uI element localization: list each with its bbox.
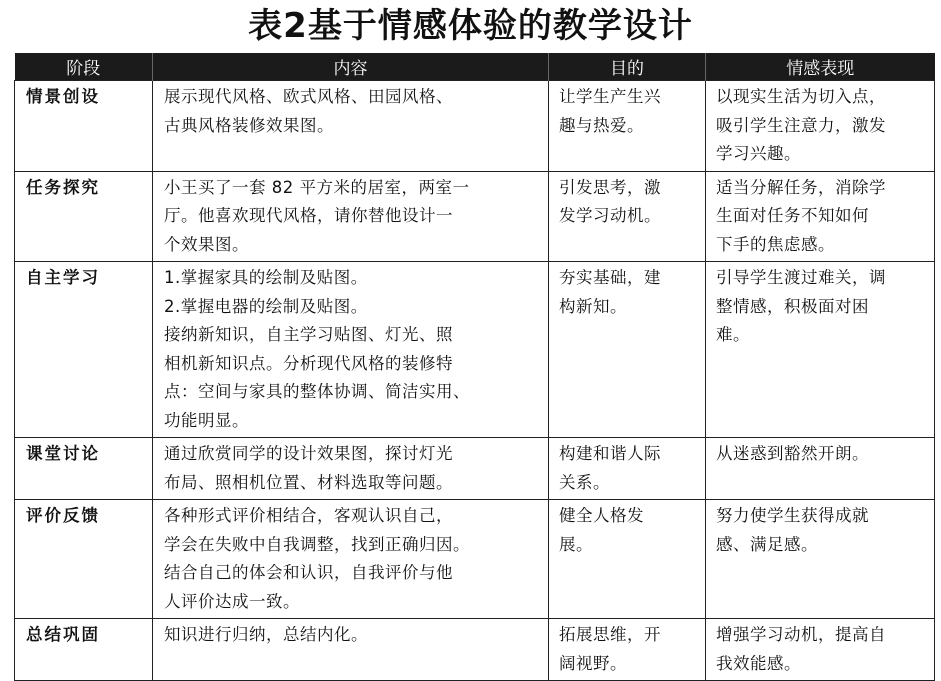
- cell-text-line: 功能明显。: [164, 410, 249, 430]
- cell-stage: 任务探究: [15, 171, 153, 262]
- cell-goal: [549, 262, 706, 438]
- cell-text-line: 2.掌握电器的绘制及贴图。: [164, 296, 368, 316]
- cell-content: [153, 438, 549, 500]
- cell-emotion: [706, 262, 935, 438]
- cell-text-line: 健全人格发: [559, 506, 644, 525]
- cell-text-line: 拓展思维，开: [559, 625, 661, 644]
- cell-text-line: 感、满足感。: [716, 534, 818, 554]
- cell-emotion: [706, 619, 935, 681]
- cell-content: [153, 619, 549, 681]
- cell-text-line: 生面对任务不知如何: [716, 206, 869, 225]
- table-title: 表2基于情感体验的教学设计: [248, 6, 693, 46]
- cell-text-line: 难。: [716, 325, 750, 344]
- cell-text-line: 构新知。: [559, 296, 627, 316]
- cell-emotion: [706, 81, 935, 172]
- cell-text-line: 点：空间与家具的整体协调、简洁实用、: [164, 382, 470, 401]
- cell-text-line: 展示现代风格、欧式风格、田园风格、: [164, 87, 453, 106]
- cell-text-line: 引导学生渡过难关，调: [716, 268, 886, 287]
- cell-stage: 评价反馈: [15, 500, 153, 619]
- cell-text-line: 吸引学生注意力，激发: [716, 115, 886, 135]
- cell-text-line: 古典风格装修效果图。: [164, 115, 334, 135]
- cell-text-line: 趣与热爱。: [559, 115, 644, 135]
- cell-text-line: 相机新知识点。分析现代风格的装修特: [164, 353, 453, 373]
- header-emotion: 情感表现: [706, 53, 935, 81]
- cell-content: [153, 262, 549, 438]
- header-content: 内容: [153, 53, 549, 81]
- cell-emotion: [706, 500, 935, 619]
- cell-text-line: 知识进行归纳，总结内化。: [164, 625, 368, 644]
- cell-text-line: 增强学习动机，提高自: [716, 625, 886, 644]
- cell-text-line: 整情感，积极面对困: [716, 296, 869, 316]
- cell-text-line: 让学生产生兴: [559, 87, 661, 106]
- cell-emotion: [706, 171, 935, 262]
- cell-emotion: [706, 438, 935, 500]
- table-row: [15, 171, 935, 262]
- cell-text-line: 以现实生活为切入点，: [716, 87, 886, 106]
- header-row: [15, 53, 935, 81]
- cell-text-line: 学习兴趣。: [716, 144, 801, 163]
- header-goal: 目的: [549, 53, 706, 81]
- cell-text-line: 接纳新知识，自主学习贴图、灯光、照: [164, 325, 453, 344]
- cell-text-line: 阔视野。: [559, 653, 627, 673]
- cell-text-line: 结合自己的体会和认识，自我评价与他: [164, 563, 453, 582]
- cell-text-line: 我效能感。: [716, 653, 801, 673]
- cell-stage: 总结巩固: [15, 619, 153, 681]
- cell-text-line: 小王买了一套 82 平方米的居室，两室一: [164, 177, 470, 197]
- cell-content: [153, 500, 549, 619]
- cell-text-line: 努力使学生获得成就: [716, 506, 869, 525]
- cell-text-line: 人评价达成一致。: [164, 591, 300, 611]
- cell-goal: [549, 171, 706, 262]
- cell-stage: 情景创设: [15, 81, 153, 172]
- cell-text-line: 通过欣赏同学的设计效果图，探讨灯光: [164, 444, 453, 463]
- cell-content: [153, 171, 549, 262]
- teaching-design-table: [14, 53, 935, 681]
- cell-text-line: 展。: [559, 534, 593, 554]
- table-body: [15, 81, 935, 681]
- cell-goal: [549, 500, 706, 619]
- cell-stage: 课堂讨论: [15, 438, 153, 500]
- cell-text-line: 关系。: [559, 472, 610, 492]
- cell-text-line: 各种形式评价相结合，客观认识自己，: [164, 506, 453, 525]
- cell-text-line: 下手的焦虑感。: [716, 234, 835, 254]
- cell-text-line: 构建和谐人际: [559, 444, 661, 463]
- cell-content: [153, 81, 549, 172]
- table-row: [15, 262, 935, 438]
- table-row: [15, 619, 935, 681]
- cell-text-line: 适当分解任务，消除学: [716, 177, 886, 197]
- cell-text-line: 引发思考，激: [559, 177, 661, 197]
- header-stage: 阶段: [15, 53, 153, 81]
- cell-text-line: 夯实基础，建: [559, 268, 661, 287]
- cell-text-line: 发学习动机。: [559, 206, 661, 225]
- cell-text-line: 学会在失败中自我调整，找到正确归因。: [164, 534, 470, 554]
- cell-goal: [549, 438, 706, 500]
- cell-goal: [549, 619, 706, 681]
- cell-text-line: 从迷惑到豁然开朗。: [716, 444, 869, 463]
- cell-text-line: 1.掌握家具的绘制及贴图。: [164, 268, 368, 287]
- table-row: [15, 438, 935, 500]
- cell-text-line: 厅。他喜欢现代风格，请你替他设计一: [164, 206, 453, 225]
- cell-text-line: 个效果图。: [164, 234, 249, 254]
- cell-goal: [549, 81, 706, 172]
- table-row: [15, 500, 935, 619]
- cell-text-line: 布局、照相机位置、材料选取等问题。: [164, 472, 453, 492]
- cell-stage: 自主学习: [15, 262, 153, 438]
- table-row: [15, 81, 935, 172]
